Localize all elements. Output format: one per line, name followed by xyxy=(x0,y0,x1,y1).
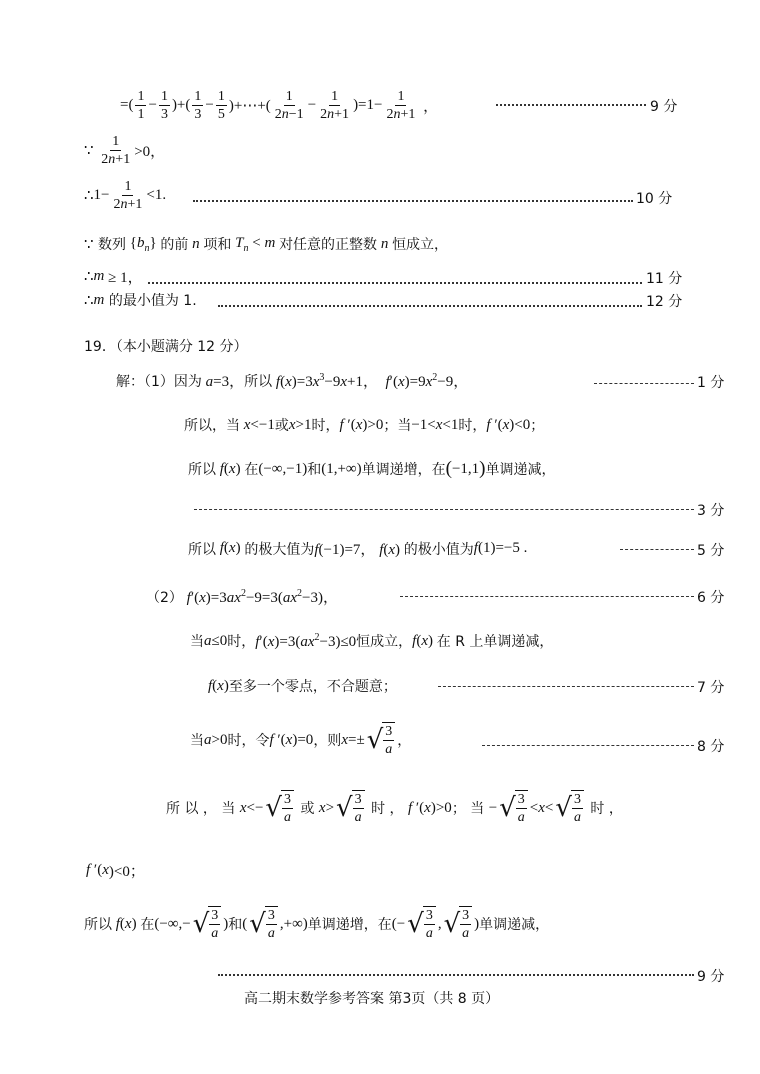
telescoping-sum: =( $\frac{1}{1}$ − $\frac{1}{3}$ )+( $\frac{1}{3}$ − $\frac{1}{5}$ )+⋯+( $\frac{1}{2n-1}$ − $\frac{1}{2n+1}$ )=1− $\frac{1}{2n+1}$ ， xyxy=(120,89,439,122)
sequence-statement: ∵ 数列 $\{b_n\}$ 的前 n 项和 $T_n < m$ 对任意的正整数 n 恒成立， xyxy=(84,234,449,254)
score-7: 7 分 xyxy=(697,680,725,696)
score-leader xyxy=(594,383,694,384)
sign-analysis: 所以，当 x<−1 或 x>1 时， f ′(x)>0 ；当 −1<x<1 时， f ′(x)<0 ； xyxy=(184,416,545,434)
monotonic-intervals: 所以 f(x) 在 (−∞,−1) 和 (1,+∞) 单调递增，在 ( −1,1 ) 单调递减， xyxy=(188,458,556,479)
score-leader xyxy=(193,200,633,202)
case-a-le-0: 当 a≤0 时， $f'(x)=3(ax^2-3)\le 0$ 恒成立， f(x) 在 R 上单调递减， xyxy=(190,631,554,650)
part2-derivative: （2） $f'(x)=3ax^2-9=3(ax^2-3)$， xyxy=(146,588,338,606)
extreme-values: 所以 f(x) 的极大值为 f(−1)=7， f(x) 的极小值为 f(1)=−5 . xyxy=(188,540,528,558)
positive-claim: ∵ $\frac{1}{2n+1}$ >0， xyxy=(84,134,166,167)
score-leader xyxy=(496,104,646,106)
min-value: ∴ m 的最小值为 1. xyxy=(84,291,197,309)
score-9a: 9 分 xyxy=(650,99,678,115)
score-leader xyxy=(482,745,694,746)
score-10: 10 分 xyxy=(636,191,673,207)
at-most-one-zero: f(x) 至多一个零点，不合题意； xyxy=(208,677,397,695)
score-12: 12 分 xyxy=(646,294,683,310)
page-footer: 高二期末数学参考答案 第3页（共 8 页） xyxy=(244,991,500,1007)
sign-analysis-2: 所 以 ， 当 x<− √ $\frac{3}{a}$ 或 x> √ $\frac{3}{a}$ 时 ， f ′(x)>0 ； 当 − √ $\frac{3}{a}$ <x< √ $\frac{3}{a}$ 时 ， xyxy=(166,792,623,825)
score-1: 1 分 xyxy=(697,375,725,391)
score-leader xyxy=(148,282,642,284)
m-ge-1: ∴ m ≥ 1， xyxy=(84,268,143,286)
q19-header: 19．（本小题满分 12 分） xyxy=(84,339,248,355)
case-a-gt-0: 当 a>0 时，令 f ′(x)=0 ，则 x=± √ $\frac{3}{a}$ ， xyxy=(190,724,412,757)
score-9b: 9 分 xyxy=(697,969,725,985)
score-leader xyxy=(438,686,694,687)
score-3: 3 分 xyxy=(697,503,725,519)
score-leader xyxy=(194,509,694,510)
score-8: 8 分 xyxy=(697,739,725,755)
less-than-one: ∴ 1− $\frac{1}{2n+1}$ <1. xyxy=(84,179,167,212)
score-6: 6 分 xyxy=(697,590,725,606)
score-leader xyxy=(218,305,642,307)
score-leader xyxy=(620,549,694,550)
score-leader xyxy=(218,974,694,976)
score-leader xyxy=(400,596,694,597)
solution-1-line: 解：（1）因为 a=3， 所以 $f(x)=3x^3-9x+1$， $f'(x)=9x^2-9$， xyxy=(116,372,469,390)
derivative-negative: f ′( x )<0； xyxy=(86,862,145,880)
score-5: 5 分 xyxy=(697,543,725,559)
score-11: 11 分 xyxy=(646,271,683,287)
monotonic-intervals-2: 所以 f(x) 在 (−∞,− √ $\frac{3}{a}$ ) 和 ( √ $\frac{3}{a}$ ,+∞) 单调递增，在 (− √ $\frac{3}{a}$ , √ $\frac{3}{a}$ ) 单调递减， xyxy=(84,908,550,941)
